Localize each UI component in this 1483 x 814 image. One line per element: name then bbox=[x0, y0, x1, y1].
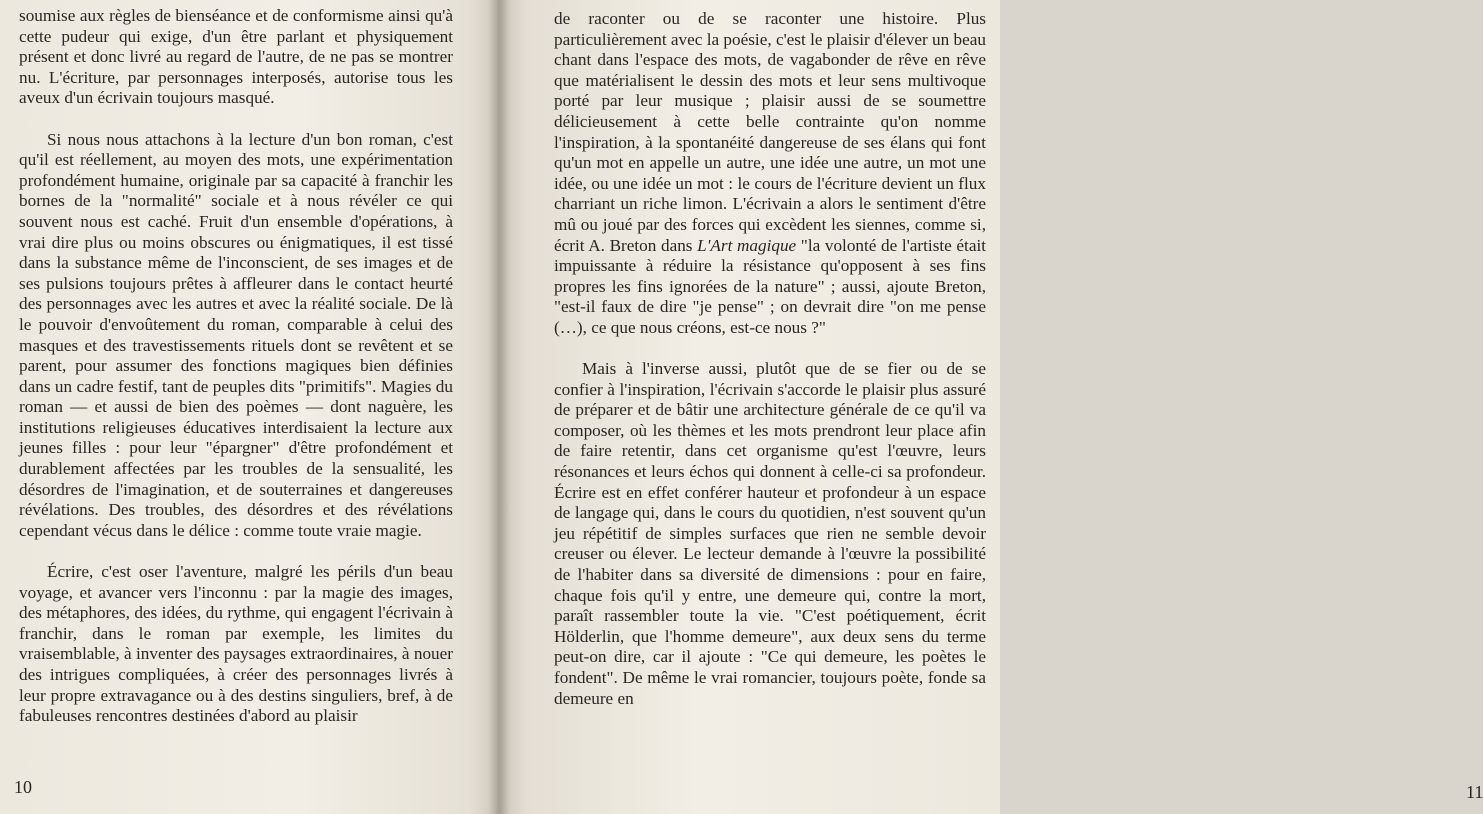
right-page-text bbox=[554, 9, 986, 709]
paragraph: Si nous nous attachons à la lecture d'un bon roman, c'est qu'il est réellement, au moyen des mots, une expérimentation profondément humaine, originale par sa capacité à franchir les bornes de la "normalité" sociale et à nous révéler ce qui souvent nous est caché. Fruit d'un ensemble d'opérations, à vrai dire plus ou moins obscures ou énigmatiques, il est tissé dans la substance même de l'inconscient, de ses images et de ses pulsions toujours prêtes à affleurer dans le contact heurté des personnages avec les autres et avec la réalité sociale. De là le pouvoir d'envoûtement du roman, comparable à celui des masques et des travestissements rituels dont se revêtent et se parent, pour assumer des fonctions magiques bien définies dans un cadre festif, tant de peuples dits "primitifs". Magies du roman — et aussi de bien des poèmes — dont naguère, les institutions religieuses éducatives interdisaient la lecture aux jeunes filles : pour leur "épargner" d'être profondément et durablement affectées par les troubles de la sensualité, les désordres de l'imagination, et de souterraines et dangereuses révélations. Des troubles, des désordres et des révélations cependant vécus dans le délice : comme toute vraie magie. bbox=[19, 129, 453, 540]
paragraph: Mais à l'inverse aussi, plutôt que de se fier ou de se confier à l'inspiration, l'écrivain s'accorde le plaisir plus assuré de préparer et de bâtir une architecture générale de ce qu'il va composer, où les thèmes et les mots prendront leur place afin de faire retentir, dans cet organisme qu'est l'œuvre, leurs résonances et leurs échos qui donnent à celle-ci sa profondeur. Écrire est en effet conférer hauteur et profondeur à un espace de langage qui, dans le cours du quotidien, n'est souvent qu'un jeu répétitif de simples surfaces que rien ne semble devoir creuser ou élever. Le lecteur demande à l'œuvre la possibilité de l'habiter dans sa diversité de dimensions : pour en faire, chaque fois qu'il y entre, une demeure qui, contre la mort, paraît rassembler toute la vie. "C'est poétiquement, écrit Hölderlin, que l'homme demeure", aux deux sens du terme peut-on dire, car il ajoute : "Ce qui demeure, les poètes le fondent". De même le vrai romancier, toujours poète, fonde sa demeure en bbox=[554, 359, 986, 708]
text-run: de raconter ou de se raconter une histoire. Plus particulièrement avec la poésie, c'est le plaisir d'élever un beau chant dans l'espace des mots, de vagabonder de rêve en rêve que matérialisent le dessin des mots et leur sens multivoque porté par leur musique ; plaisir aussi de se soumettre délicieusement à cette belle contrainte qu'on nomme l'inspiration, à la spontanéité dangereuse de ses élans qui font qu'un mot en appelle un autre, une idée une autre, un mot une idée, ou une idée un mot : le cours de l'écriture devient un flux charriant un riche limon. L'écrivain a alors le sentiment d'être mû ou joué par des forces qui excèdent les siennes, comme si, écrit A. Breton dans bbox=[554, 9, 986, 255]
page-number-right: 11 bbox=[1466, 782, 1483, 802]
paragraph: Écrire, c'est oser l'aventure, malgré les périls d'un beau voyage, et avancer vers l'inconnu : par la magie des images, des métaphores, des idées, du rythme, qui engagent l'écrivain à franchir, dans le roman par exemple, les limites du vraisemblable, à inventer des paysages extraordinaires, à nouer des intrigues compliquées, à créer des personnages livrés à leur propre extravagance ou à des destins singuliers, bref, à de fabuleuses rencontres destinées d'abord au plaisir bbox=[19, 562, 453, 726]
paragraph bbox=[554, 9, 986, 339]
left-page-text bbox=[19, 6, 453, 727]
book-title-italic: L'Art magique bbox=[697, 235, 797, 255]
paragraph: soumise aux règles de bienséance et de conformisme ainsi qu'à cette pudeur qui exige, d'un être parlant et physiquement présent et donc livré au regard de l'autre, de ne pas se montrer nu. L'écriture, par personnages interposés, autorise tous les aveux d'un écrivain toujours masqué. bbox=[19, 6, 453, 108]
page-number-left: 10 bbox=[14, 777, 32, 797]
left-page bbox=[0, 0, 497, 814]
text-run: "la volonté de l'artiste était impuissante à réduire la résistance qu'opposent à ses fins propres les fins ignorées de la nature" ; aussi, ajoute Breton, "est-il faux de dire "je pense" ; on devrait dire "on me pense (…), ce que nous créons, est-ce nous ?" bbox=[554, 235, 987, 337]
